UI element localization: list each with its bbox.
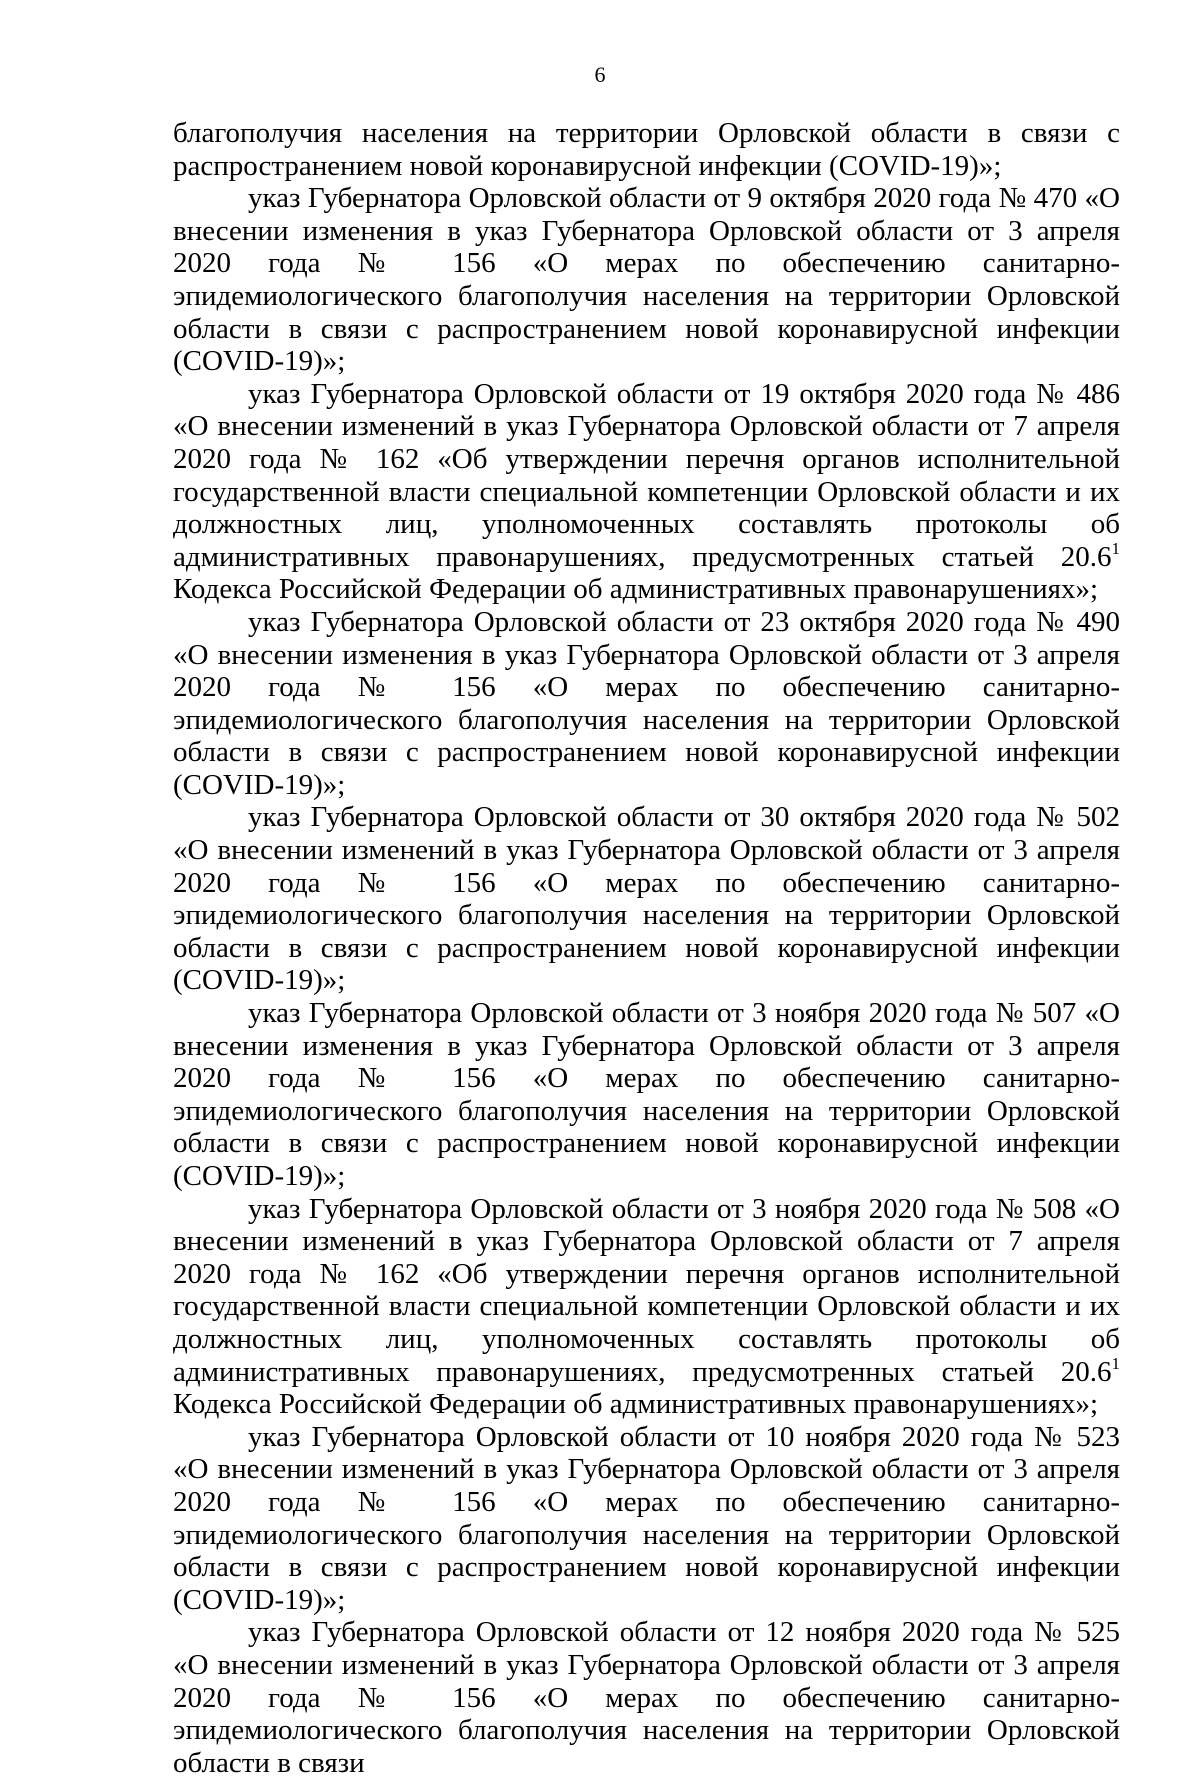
decree-508-text-end: Кодекса Российской Федерации об административных правонарушениях»; [173,1388,1099,1421]
paragraph-continuation: благополучия населения на территории Орловской области в связи с распространением новой коронавирусной инфекции (COVID-19)»; [173,117,1120,182]
paragraph-decree-508 [173,1193,1120,1421]
document-body [173,117,1120,1779]
paragraph-decree-470: указ Губернатора Орловской области от 9 октября 2020 года № 470 «О внесении изменения в указ Губернатора Орловской области от 3 апреля 2020 года № 156 «О мерах по обеспечению санитарно-эпидемиологического благополучия населения на территории Орловской области в связи с распространением новой коронавирусной инфекции (COVID-19)»; [173,182,1120,378]
paragraph-decree-523: указ Губернатора Орловской области от 10 ноября 2020 года № 523 «О внесении изменений в указ Губернатора Орловской области от 3 апреля 2020 года № 156 «О мерах по обеспечению санитарно-эпидемиологического благополучия населения на территории Орловской области в связи с распространением новой коронавирусной инфекции (COVID-19)»; [173,1420,1120,1616]
decree-486-text-end: Кодекса Российской Федерации об административных правонарушениях»; [173,573,1099,606]
paragraph-decree-502: указ Губернатора Орловской области от 30 октября 2020 года № 502 «О внесении изменений в указ Губернатора Орловской области от 3 апреля 2020 года № 156 «О мерах по обеспечению санитарно-эпидемиологического благополучия населения на территории Орловской области в связи с распространением новой коронавирусной инфекции (COVID-19)»; [173,801,1120,997]
paragraph-decree-525: указ Губернатора Орловской области от 12 ноября 2020 года № 525 «О внесении изменений в указ Губернатора Орловской области от 3 апреля 2020 года № 156 «О мерах по обеспечению санитарно-эпидемиологического благополучия населения на территории Орловской области в связи [173,1616,1120,1779]
decree-508-text: указ Губернатора Орловской области от 3 ноября 2020 года № 508 «О внесении изменений в указ Губернатора Орловской области от 7 апреля 2020 года № 162 «Об утверждении перечня органов исполнительной государственной власти специальной компетенции Орловской области и их должностных лиц, уполномоченных составлять протоколы об административных правонарушениях, предусмотренных статьей 20.6 [173,1192,1120,1388]
article-superscript: 1 [1111,1353,1120,1373]
page-number: 6 [594,62,606,87]
paragraph-decree-486 [173,378,1120,606]
article-superscript: 1 [1111,538,1120,558]
paragraph-decree-490: указ Губернатора Орловской области от 23 октября 2020 года № 490 «О внесении изменения в указ Губернатора Орловской области от 3 апреля 2020 года № 156 «О мерах по обеспечению санитарно-эпидемиологического благополучия населения на территории Орловской области в связи с распространением новой коронавирусной инфекции (COVID-19)»; [173,605,1120,801]
decree-486-text: указ Губернатора Орловской области от 19 октября 2020 года № 486 «О внесении изменений в указ Губернатора Орловской области от 7 апреля 2020 года № 162 «Об утверждении перечня органов исполнительной государственной власти специальной компетенции Орловской области и их должностных лиц, уполномоченных составлять протоколы об административных правонарушениях, предусмотренных статьей 20.6 [173,377,1120,573]
paragraph-decree-507: указ Губернатора Орловской области от 3 ноября 2020 года № 507 «О внесении изменения в указ Губернатора Орловской области от 3 апреля 2020 года № 156 «О мерах по обеспечению санитарно-эпидемиологического благополучия населения на территории Орловской области в связи с распространением новой коронавирусной инфекции (COVID-19)»; [173,997,1120,1192]
